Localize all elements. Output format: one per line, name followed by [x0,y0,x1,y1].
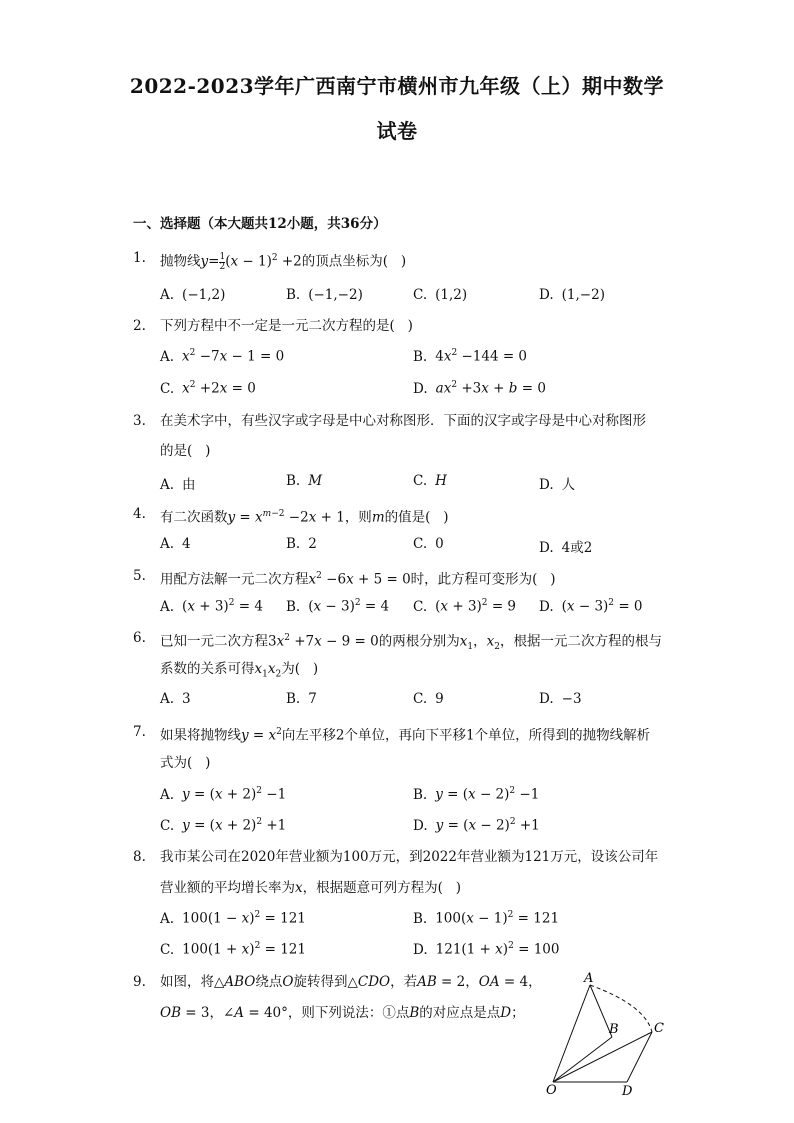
question-number: 4. [133,506,146,522]
question-number: 2. [133,318,146,334]
q1-option-b[interactable]: B. (−1,−2) [286,287,363,303]
question-number: 6. [133,630,146,646]
question-8-line-2: 营业额的平均增长率为x，根据题意可列方程为( ) [160,880,462,896]
q1-option-d[interactable]: D. (1,−2) [539,287,605,303]
question-stem: 下列方程中不一定是一元二次方程的是( ) [160,318,413,334]
point-d-label: D [622,1084,633,1099]
q4-option-b[interactable]: B. 2 [286,536,317,552]
question-stem: 我市某公司在2020年营业额为100万元，到2022年营业额为121万元，设该公司年 [160,849,659,865]
q4-option-a[interactable]: A. 4 [160,536,191,552]
q8-option-a[interactable]: A. $100(1 - x)^2 = 121$ [160,910,306,927]
q4-option-c[interactable]: C. 0 [413,536,444,552]
q1-option-c[interactable]: C. (1,2) [413,287,468,303]
q7-option-b[interactable]: B. $y = (x - 2)^2 -1$ [413,786,540,803]
q7-option-a[interactable]: A. $y = (x + 2)^2 -1$ [160,786,287,803]
q8-option-b[interactable]: B. $100(x - 1)^2 = 121$ [413,910,560,927]
q7-option-d[interactable]: D. $y = (x - 2)^2 +1$ [413,817,540,834]
question-stem: 在美术字中，有些汉字或字母是中心对称图形．下面的汉字或字母是中心对称图形 [160,413,646,429]
point-c-label: C [654,1021,664,1036]
q6-option-a[interactable]: A. 3 [160,691,191,707]
point-a-label: A [584,971,594,986]
q8-option-d[interactable]: D. $121(1 + x)^2 = 100$ [413,941,560,958]
rotation-arc [590,985,652,1032]
question-number: 1. [133,250,146,266]
q3-option-a[interactable]: A. 由 [160,477,196,493]
q1-option-a[interactable]: A. (−1,2) [160,287,226,303]
q2-option-a[interactable]: A. $x^2 -7x - 1 = 0$ [160,348,285,365]
question-3-line-2: 的是( ) [160,443,211,459]
q5-option-d[interactable]: D. $(x - 3)^2 = 0$ [539,598,643,615]
section-heading: 一、选择题（本大题共12小题，共36分） [133,216,387,232]
question-stem: 抛物线y= $\frac{1}{2}$ $(x - 1)^2 +2$的顶点坐标为( ) [160,251,407,272]
question-9-line-2: OB = 3，∠A = 40°，则下列说法：①点B的对应点是点D； [160,1005,525,1021]
question-number: 3. [133,413,146,429]
question-7-line-2: 式为( ) [160,755,211,771]
question-number: 9. [133,974,146,990]
question-number: 8. [133,849,146,865]
q8-option-c[interactable]: C. $100(1 + x)^2 = 121$ [160,941,306,958]
question-stem: 已知一元二次方程$3x^2 +7x - 9 = 0$的两根分别为$x_1$，$x_2$，根据一元二次方程的根与 [160,633,662,653]
q7-option-c[interactable]: C. $y = (x + 2)^2 +1$ [160,817,287,834]
title-line-2: 试卷 [376,119,418,143]
q6-option-d[interactable]: D. −3 [539,691,582,707]
q2-option-c[interactable]: C. $x^2 +2x = 0$ [160,380,256,397]
question-stem: 如图，将△ABO绕点O旋转得到△CDO，若AB = 2，OA = 4， [160,974,542,990]
question-6-line-2: 系数的关系可得$x_1x_2$为( ) [160,661,319,680]
q5-option-b[interactable]: B. $(x - 3)^2 = 4$ [286,598,390,615]
q3-option-c[interactable]: C. H [413,473,447,489]
question-stem: 如果将抛物线$y = x^2$向左平移2个单位，再向下平移1个单位，所得到的抛物线解析 [160,727,651,744]
title-line-1: 2022-2023学年广西南宁市横州市九年级（上）期中数学 [129,74,665,98]
question-number: 5. [133,568,146,584]
q5-option-c[interactable]: C. $(x + 3)^2 = 9$ [413,598,517,615]
question-number: 7. [133,724,146,740]
rotation-figure [540,970,670,1100]
q3-option-b[interactable]: B. M [286,473,323,489]
q3-option-d[interactable]: D. 人 [539,477,576,493]
q2-option-b[interactable]: B. $4x^2 -144 = 0$ [413,348,528,365]
q5-option-a[interactable]: A. $(x + 3)^2 = 4$ [160,598,263,615]
question-stem: 用配方法解一元二次方程$x^2 -6x + 5 = 0$时，此方程可变形为( ) [160,571,556,588]
q2-option-d[interactable]: D. $ax^2 +3x + b = 0$ [413,380,546,397]
q4-option-d[interactable]: D. 4或2 [539,540,593,556]
q6-option-b[interactable]: B. 7 [286,691,317,707]
question-stem: 有二次函数$y = x^{m-2} -2x + 1$，则m的值是( ) [160,509,449,526]
point-o-label: O [546,1083,557,1098]
q6-option-c[interactable]: C. 9 [413,691,444,707]
point-b-label: B [609,1022,619,1037]
